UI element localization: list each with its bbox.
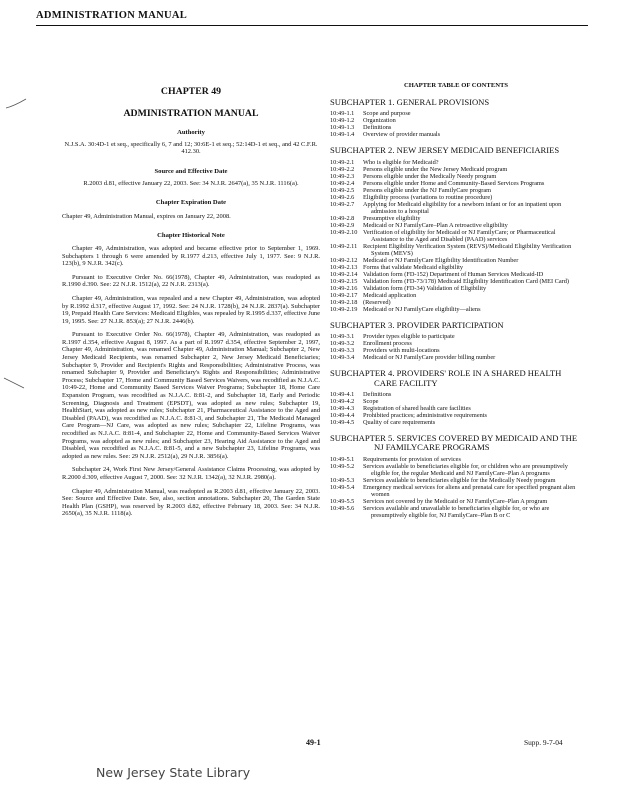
- section-title: Services available and unavailable to beneficiaries eligible for, or who are presumptively eligible for, NJ FamilyCare–Plan B or C: [363, 504, 550, 519]
- toc-entry: [330, 354, 582, 361]
- toc-entry: [330, 419, 582, 426]
- toc-entry: [330, 278, 582, 285]
- section-title: Services available to beneficiaries eligible for the Medically Needy program: [363, 476, 556, 484]
- subchapter-heading: [330, 369, 582, 388]
- toc-entry: [330, 180, 582, 187]
- toc-entry: [330, 159, 582, 166]
- section-number: 10:49-5.3: [330, 476, 355, 484]
- section-title: Services available to beneficiaries eligible for, or children who are presumptively eligible for, the regular Medicaid and NJ FamilyCare–Plan A programs: [363, 462, 568, 477]
- section-title: Enrollment process: [363, 340, 412, 348]
- section-number: 10:49-2.18: [330, 298, 358, 306]
- section-number: 10:49-4.1: [330, 391, 355, 399]
- section-number: 10:49-2.3: [330, 172, 355, 180]
- history-paragraph: Chapter 49, Administration, was adopted and became effective prior to September 1, 1969. Subchapters 1 through 6 were amended by R.1977 d.213, effective July 1, 1977. See: 9 N.J.R. 123(b), 9 N.J.R. 342(c).: [62, 244, 320, 268]
- section-title: Provider types eligible to participate: [363, 333, 455, 341]
- margin-mark-icon: [0, 376, 30, 390]
- toc-body: [330, 98, 582, 519]
- section-title: Validation form (FD-34) Validation of Eligibility: [363, 284, 487, 292]
- section-title: Persons eligible under Home and Community-Based Services Programs: [363, 179, 545, 187]
- history-paragraph: Subchapter 24, Work First New Jersey/General Assistance Claims Processing, was adopted by R.2000 d.309, effective August 7, 2000. See: 32 N.J.R. 1342(a), 32 N.J.R. 2980(a).: [62, 466, 320, 481]
- section-number: 10:49-2.1: [330, 158, 355, 166]
- section-number: 10:49-2.2: [330, 165, 355, 173]
- authority-text: N.J.S.A. 30:4D-1 et seq., specifically 6, 7 and 12; 30:6E-1 et seq.; 52:14D-1 et seq., and 42 C.F.R. 412.30.: [64, 140, 318, 156]
- toc-entry: [330, 117, 582, 124]
- section-number: 10:49-3.3: [330, 347, 355, 355]
- section-title: Medicaid or NJ FamilyCare eligibility—aliens: [363, 305, 481, 313]
- subchapter-heading-text: SUBCHAPTER 3. PROVIDER PARTICIPATION: [330, 319, 504, 330]
- subchapter-heading-text: SUBCHAPTER 1. GENERAL PROVISIONS: [330, 97, 490, 107]
- toc-entry: [330, 456, 582, 463]
- toc-entry: [330, 299, 582, 306]
- supplement-date: Supp. 9-7-04: [524, 738, 563, 747]
- section-title: Recipient Eligibility Verification System (REVS)/Medicaid Eligibility Verification System (MEVS): [363, 242, 572, 257]
- section-number: 10:49-4.4: [330, 412, 355, 420]
- section-number: 10:49-2.6: [330, 193, 355, 201]
- section-title: Definitions: [363, 391, 392, 399]
- section-number: 10:49-2.10: [330, 228, 358, 236]
- toc-entry: [330, 110, 582, 117]
- section-title: Validation form (FD-152) Department of Human Services Medicaid-ID: [363, 270, 544, 278]
- toc-entry: [330, 201, 582, 215]
- toc-entry: [330, 412, 582, 419]
- subchapter-heading: [330, 321, 582, 330]
- section-number: 10:49-2.5: [330, 186, 355, 194]
- subchapter-heading: [330, 146, 582, 155]
- section-title: Persons eligible under the NJ FamilyCare program: [363, 186, 492, 194]
- history-paragraph: Pursuant to Executive Order No. 66(1978), Chapter 49, Administration, was readopted as R.1997 d.354, effective August 8, 1997. As a part of R.1997 d.354, effective September 2, 1997, Chapter 49, Administration, was renamed Chapter 49, Administration Manual; Subchapter 2, New Jersey Medicaid Recipients, was renamed Subchapter 2, New Jersey Medicaid Beneficiaries; Subchapter 9, Provider and Recipient's Rights and Responsibilities; Administrative Process, was renamed Subchapter 9, Provider and Beneficiary's Rights and Responsibilities; Administrative Process; Subchapter 17, Home and Community Based Services Waivers, was recodified as N.J.A.C. 10:49-22, Home and Community Based Services Waiver Programs; Subchapter 18, Home Care Expansion Program, was recodified as N.J.A.C. 8:81-2, and Subchapter 18, Early and Periodic Screening, Diagnosis and Treatment (EPSDT), was adopted as new rules; Subchapter 19, HealthStart, was adopted as new rules; Subchapter 21, Pharmaceutical Assistance to the Aged and Disabled (PAAD), was recodified as N.J.A.C. 8:81-3, and Subchapter 21, The Medicaid Managed Care Program—NJ Care, was adopted as new rules; Subchapter 22, Lifeline Programs, was recodified as N.J.A.C. 8:81-4, and Subchapter 22, Home and Community-Based Services Waiver Programs, was adopted as new rules; and Subchapter 23, Hearing Aid Assistance to the Aged and Disabled, was recodified as N.J.A.C. 8:81-5, and a new Subchapter 23, Lifeline Programs, was adopted as new rules. See: 29 N.J.R. 2512(a), 29 N.J.R. 3856(a).: [62, 331, 320, 460]
- toc-entry: [330, 271, 582, 278]
- toc-entry: [330, 498, 582, 505]
- section-title: Providers with multi-locations: [363, 347, 440, 355]
- section-title: Medicaid application: [363, 291, 417, 299]
- section-title: Emergency medical services for aliens and prenatal care for specified pregnant alien women: [363, 483, 576, 498]
- section-number: 10:49-3.1: [330, 333, 355, 341]
- section-number: 10:49-2.19: [330, 305, 358, 313]
- section-number: 10:49-2.13: [330, 263, 358, 271]
- toc-entry: [330, 398, 582, 405]
- history-paragraph: Chapter 49, Administration Manual, was readopted as R.2003 d.81, effective January 22, 2003. See: Source and Effective Date. See, also, section annotations. Subchapter 20, The Garden State Health Plan (GSHP), was reserved by R.2003 d.82, effective February 18, 2003. See: 34 N.J.R. 2650(a), 35 N.J.R. 1118(a).: [62, 487, 320, 518]
- history-heading: Chapter Historical Note: [157, 232, 225, 240]
- chapter-number: CHAPTER 49: [160, 86, 222, 97]
- section-title: Medicaid or NJ FamilyCare–Plan A retroactive eligibility: [363, 221, 508, 229]
- toc-entry: [330, 285, 582, 292]
- toc-entry: [330, 264, 582, 271]
- toc-entry: [330, 187, 582, 194]
- toc-entry: [330, 463, 582, 477]
- library-watermark: New Jersey State Library: [96, 765, 251, 780]
- running-header: [36, 10, 588, 26]
- section-number: 10:49-5.4: [330, 483, 355, 491]
- section-number: 10:49-2.15: [330, 277, 358, 285]
- section-title: Medicaid or NJ FamilyCare Eligibility Identification Number: [363, 256, 519, 264]
- toc-entry: [330, 405, 582, 412]
- toc-entry: [330, 131, 582, 138]
- section-title: Persons eligible under the Medically Needy program: [363, 172, 497, 180]
- section-number: 10:49-3.4: [330, 354, 355, 362]
- section-number: 10:49-2.8: [330, 214, 355, 222]
- section-title: Who is eligible for Medicaid?: [363, 158, 439, 166]
- section-number: 10:49-1.4: [330, 131, 355, 139]
- section-number: 10:49-1.1: [330, 110, 355, 118]
- toc-entry: [330, 484, 582, 498]
- expiration-text: Chapter 49, Administration Manual, expires on January 22, 2008.: [62, 212, 231, 220]
- subchapter-heading-text: SUBCHAPTER 5. SERVICES COVERED BY MEDICAID AND THE NJ FAMILYCARE PROGRAMS: [330, 433, 578, 453]
- toc-entry: [330, 340, 582, 347]
- section-title: Medicaid or NJ FamilyCare provider billing number: [363, 354, 496, 362]
- section-number: 10:49-4.5: [330, 419, 355, 427]
- section-number: 10:49-2.9: [330, 221, 355, 229]
- section-title: Applying for Medicaid eligibility for a newborn infant or for an inpatient upon admission to a hospital: [363, 200, 562, 215]
- page-number: 49-1: [306, 738, 321, 747]
- section-title: Forms that validate Medicaid eligibility: [363, 263, 464, 271]
- chapter-title: ADMINISTRATION MANUAL: [123, 107, 259, 119]
- toc-entry: [330, 391, 582, 398]
- section-title: Scope: [363, 398, 379, 406]
- toc-entry: [330, 292, 582, 299]
- margin-mark-icon: [0, 96, 30, 110]
- section-title: Prohibited practices; administrative requirements: [363, 412, 487, 420]
- section-title: Eligibility process (variations to routine procedure): [363, 193, 493, 201]
- section-title: Organization: [363, 117, 396, 125]
- section-number: 10:49-5.2: [330, 462, 355, 470]
- subchapter-heading: [330, 98, 582, 107]
- toc-entry: [330, 306, 582, 313]
- toc-entry: [330, 347, 582, 354]
- toc-entry: [330, 173, 582, 180]
- section-number: 10:49-1.2: [330, 117, 355, 125]
- toc-entry: [330, 477, 582, 484]
- source-text: R.2003 d.81, effective January 22, 2003. See: 34 N.J.R. 2647(a), 35 N.J.R. 1116(a).: [83, 179, 299, 187]
- header-rule: [36, 25, 588, 26]
- history-paragraph: Chapter 49, Administration, was repealed and a new Chapter 49, Administration, was adopted by R.1992 d.317, effective August 17, 1992. See: 24 N.J.R. 1728(b), 24 N.J.R. 2837(a). Subchapter 19, Prepaid Health Care Services: Medicaid Eligibles, was repealed by R.1995 d.337, effective June 19, 1995. See: 27 N.J.R. 853(a); 27 N.J.R. 2446(b).: [62, 294, 320, 325]
- section-title: Overview of provider manuals: [363, 131, 441, 139]
- toc-entry: [330, 215, 582, 222]
- section-number: 10:49-3.2: [330, 340, 355, 348]
- section-title: Definitions: [363, 124, 392, 132]
- section-number: 10:49-2.12: [330, 256, 358, 264]
- section-title: Services not covered by the Medicaid or NJ FamilyCare–Plan A program: [363, 497, 548, 505]
- left-column: [62, 82, 320, 518]
- section-number: 10:49-4.2: [330, 398, 355, 406]
- subchapter-heading-text: SUBCHAPTER 2. NEW JERSEY MEDICAID BENEFICIARIES: [330, 145, 560, 156]
- toc-entry: [330, 222, 582, 229]
- section-title: Verification of eligibility for Medicaid or NJ FamilyCare; or Pharmaceutical Assistance to the Aged and Disabled (PAAD) services: [363, 228, 556, 243]
- toc-entry: [330, 124, 582, 131]
- authority-heading: Authority: [177, 129, 205, 137]
- section-number: 10:49-5.1: [330, 455, 355, 463]
- section-number: 10:49-1.3: [330, 124, 355, 132]
- table-of-contents: [330, 82, 582, 519]
- toc-entry: [330, 257, 582, 264]
- section-title: (Reserved): [363, 298, 391, 306]
- toc-entry: [330, 333, 582, 340]
- toc-entry: [330, 505, 582, 519]
- section-title: Scope and purpose: [363, 110, 411, 118]
- expiration-heading: Chapter Expiration Date: [155, 199, 227, 207]
- toc-entry: [330, 243, 582, 257]
- section-number: 10:49-2.16: [330, 284, 358, 292]
- section-number: 10:49-2.11: [330, 242, 358, 250]
- subchapter-heading-text: SUBCHAPTER 4. PROVIDERS' ROLE IN A SHARED HEALTH CARE FACILITY: [330, 368, 562, 388]
- history-paragraph: Pursuant to Executive Order No. 66(1978), Chapter 49, Administration, was readopted as R.1990 d.390. See: 22 N.J.R. 1512(a), 22 N.J.R. 2313(a).: [62, 273, 320, 289]
- section-title: Requirements for provision of services: [363, 455, 461, 463]
- section-number: 10:49-2.14: [330, 270, 358, 278]
- section-title: Persons eligible under the New Jersey Medicaid program: [363, 165, 508, 173]
- toc-entry: [330, 166, 582, 173]
- section-number: 10:49-2.7: [330, 200, 355, 208]
- section-title: Presumptive eligibility: [363, 214, 421, 222]
- toc-entry: [330, 194, 582, 201]
- section-number: 10:49-4.3: [330, 405, 355, 413]
- section-number: 10:49-5.6: [330, 504, 355, 512]
- header-title: ADMINISTRATION MANUAL: [36, 10, 188, 21]
- source-heading: Source and Effective Date: [154, 167, 228, 175]
- toc-entry: [330, 229, 582, 243]
- section-title: Registration of shared health care facilities: [363, 405, 471, 413]
- section-title: Validation form (FD-73/178) Medicaid Eligibility Identification Card (MEI Card): [363, 277, 570, 285]
- section-number: 10:49-5.5: [330, 497, 355, 505]
- toc-title: CHAPTER TABLE OF CONTENTS: [403, 82, 509, 89]
- subchapter-heading: [330, 434, 582, 453]
- section-number: 10:49-2.17: [330, 291, 358, 299]
- section-number: 10:49-2.4: [330, 179, 355, 187]
- section-title: Quality of care requirements: [363, 419, 436, 427]
